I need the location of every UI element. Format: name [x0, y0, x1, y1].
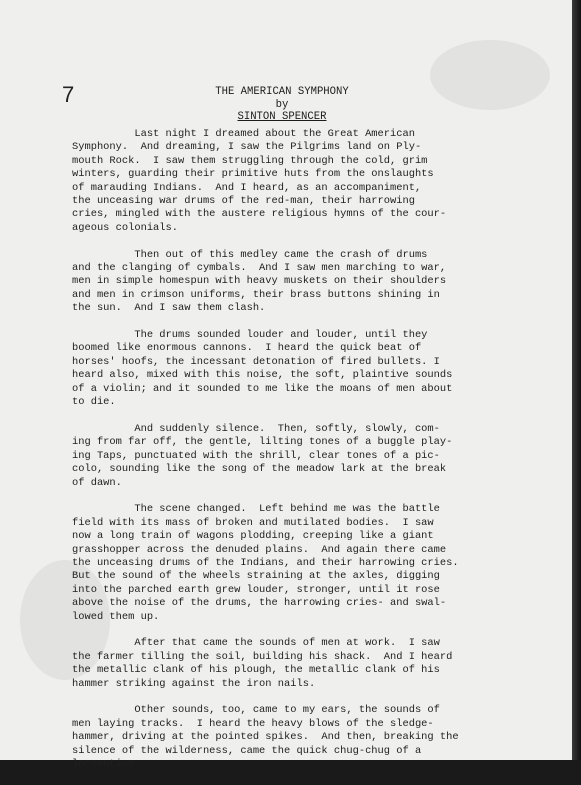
document-body — [72, 128, 502, 785]
paragraph — [72, 704, 502, 771]
text-line: The scene changed. Left behind me was the battle — [72, 503, 440, 516]
paragraph — [72, 503, 502, 624]
paragraph — [72, 249, 502, 316]
text-line: to die. — [72, 396, 116, 409]
text-line: After that came the sounds of men at work. I saw — [72, 637, 440, 650]
text-line: into the parched earth grew louder, stronger, until it rose — [72, 583, 440, 596]
text-line: boomed like enormous cannons. I heard the quick beat of — [72, 342, 422, 355]
text-line: Last night I dreamed about the Great American — [72, 128, 415, 140]
text-line: ing from far off, the gentle, lilting tones of a buggle play- — [72, 436, 453, 449]
document-title: THE AMERICAN SYMPHONY — [215, 86, 349, 98]
text-line: ageous colonials. — [72, 221, 179, 234]
text-line: Symphony. And dreaming, I saw the Pilgrims land on Ply- — [72, 141, 422, 154]
text-line: But the sound of the wheels straining at the axles, digging — [72, 570, 440, 583]
paragraph — [72, 637, 502, 691]
paragraph — [72, 329, 502, 409]
paragraph — [72, 423, 502, 490]
text-line: of dawn. — [72, 476, 122, 489]
text-line: Then out of this medley came the crash of drums — [72, 248, 428, 261]
text-line: the sun. And I saw them clash. — [72, 302, 266, 315]
text-line: hammer striking against the iron nails. — [72, 677, 316, 690]
text-line: winters, guarding their primitive huts from the onslaughts — [72, 168, 434, 181]
text-line: the farmer tilling the soil, building his shack. And I heard — [72, 650, 453, 663]
text-line: colo, sounding like the song of the meadow lark at the break — [72, 463, 447, 476]
text-line: the unceasing war drums of the red-man, their harrowing — [72, 195, 415, 208]
page-number: 7 — [62, 82, 75, 107]
text-line: men in simple homespun with heavy muskets on their shoulders — [72, 275, 447, 288]
text-line: hammer, driving at the pointed spikes. And then, breaking the — [72, 731, 459, 744]
text-line: cries, mingled with the austere religious hymns of the cour- — [72, 208, 447, 221]
text-line: And suddenly silence. Then, softly, slowly, com- — [72, 422, 440, 435]
text-line: mouth Rock. I saw them struggling through the cold, grim — [72, 154, 428, 167]
author-name: SINTON SPENCER — [237, 111, 327, 123]
text-line: of marauding Indians. And I heard, as an accompaniment, — [72, 181, 422, 194]
text-line: Other sounds, too, came to my ears, the sounds of — [72, 704, 440, 717]
text-line: the unceasing drums of the Indians, and their harrowing cries. — [72, 556, 459, 569]
text-line: heard also, mixed with this noise, the soft, plaintive sounds — [72, 369, 453, 382]
text-line: men laying tracks. I heard the heavy blows of the sledge- — [72, 717, 434, 730]
text-line: horses' hoofs, the incessant detonation of fired bullets. I — [72, 355, 440, 368]
text-line: field with its mass of broken and mutilated bodies. I saw — [72, 516, 434, 529]
byline-by: by — [275, 99, 289, 111]
text-line: ing Taps, punctuated with the shrill, clear tones of a pic- — [72, 449, 440, 462]
text-line: locomotive. — [72, 758, 141, 770]
text-line: silence of the wilderness, came the quick chug-chug of a — [72, 744, 422, 757]
text-line: and the clanging of cymbals. And I saw men marching to war, — [72, 262, 447, 275]
text-line: the metallic clank of his plough, the metallic clank of his — [72, 664, 440, 677]
text-line: now a long train of wagons plodding, creeping like a giant — [72, 530, 434, 543]
text-line: of a violin; and it sounded to me like the moans of men about — [72, 382, 453, 395]
text-line: grasshopper across the denuded plains. And again there came — [72, 543, 447, 556]
text-line: and men in crimson uniforms, their brass buttons shining in — [72, 288, 440, 301]
text-line: lowed them up. — [72, 610, 160, 623]
text-line: The drums sounded louder and louder, until they — [72, 329, 428, 342]
paragraph — [72, 128, 502, 235]
text-line: above the noise of the drums, the harrowing cries- and swal- — [72, 597, 447, 610]
page-edge-shadow — [572, 0, 581, 760]
